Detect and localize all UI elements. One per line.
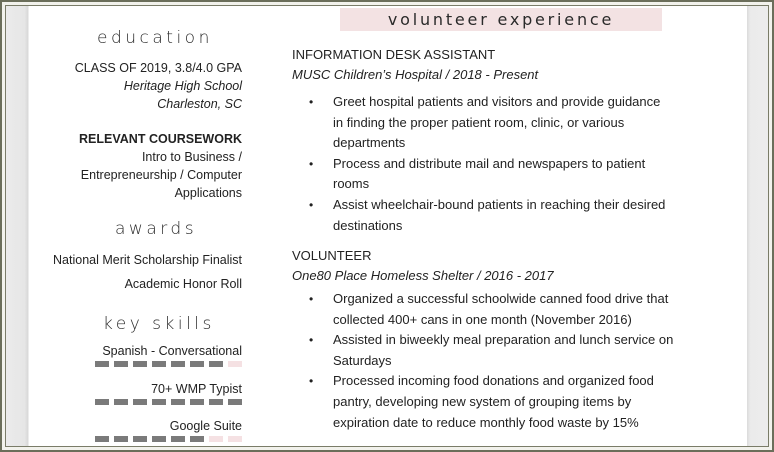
coursework-line: Intro to Business / bbox=[141, 150, 242, 164]
education-class-line: CLASS OF 2019, 3.8/4.0 GPA bbox=[74, 61, 242, 75]
resume-page bbox=[29, 6, 747, 446]
skill-label: Spanish - Conversational bbox=[102, 344, 242, 358]
volunteer-heading: volunteer experience bbox=[387, 10, 615, 29]
skill-segment-empty bbox=[209, 436, 223, 442]
bullet-line: destinations bbox=[333, 217, 403, 233]
skill-segment-filled bbox=[171, 399, 185, 405]
skill-level-bar bbox=[95, 361, 242, 367]
bullet-line: Process and distribute mail and newspapers to patient bbox=[333, 155, 646, 171]
bullet-item bbox=[287, 371, 673, 433]
skill-segment-filled bbox=[152, 361, 166, 367]
bullet-icon: • bbox=[309, 333, 314, 348]
bullet-line: pantry, developing new system of grouping items by bbox=[333, 393, 632, 409]
skill-label: Google Suite bbox=[169, 419, 242, 433]
skill-segment-filled bbox=[209, 361, 223, 367]
skill-segment-empty bbox=[228, 436, 242, 442]
skill-segment-filled bbox=[190, 436, 204, 442]
coursework-heading: RELEVANT COURSEWORK bbox=[79, 132, 242, 146]
education-school: Heritage High School bbox=[123, 79, 242, 93]
job-bullets bbox=[287, 289, 673, 433]
skills-heading: key skills bbox=[103, 314, 215, 334]
viewer-background bbox=[5, 5, 769, 447]
skill-label: 70+ WMP Typist bbox=[151, 382, 242, 396]
skill-segment-filled bbox=[114, 361, 128, 367]
award-item: Academic Honor Roll bbox=[124, 277, 242, 291]
bullet-item bbox=[287, 195, 665, 236]
coursework-line: Entrepreneurship / Computer bbox=[80, 168, 242, 182]
bullet-line: Saturdays bbox=[333, 352, 392, 368]
skill-segment-filled bbox=[228, 399, 242, 405]
skill-segment-filled bbox=[152, 399, 166, 405]
bullet-line: collected 400+ cans in one month (November 2016) bbox=[333, 311, 632, 327]
skill-segment-empty bbox=[228, 361, 242, 367]
bullet-line: Assist wheelchair-bound patients in reaching their desired bbox=[333, 196, 666, 212]
skill-segment-filled bbox=[114, 399, 128, 405]
skill-segment-filled bbox=[209, 399, 223, 405]
bullet-line: Assisted in biweekly meal preparation and lunch service on bbox=[333, 332, 674, 348]
bullet-icon: • bbox=[309, 374, 314, 389]
bullet-icon: • bbox=[309, 95, 314, 109]
skill-segment-filled bbox=[152, 436, 166, 442]
job-org: MUSC Children’s Hospital / 2018 - Present bbox=[292, 67, 539, 82]
skill-segment-filled bbox=[114, 436, 128, 442]
bullet-line: rooms bbox=[333, 176, 370, 192]
bullet-item bbox=[287, 154, 665, 195]
skill-segment-filled bbox=[95, 399, 109, 405]
bullet-item bbox=[287, 289, 673, 330]
education-heading: education bbox=[97, 28, 213, 48]
coursework-line: Applications bbox=[174, 186, 242, 200]
skill-segment-filled bbox=[171, 361, 185, 367]
skill-level-bar bbox=[95, 399, 242, 405]
skill-segment-filled bbox=[171, 436, 185, 442]
bullet-line: Greet hospital patients and visitors and provide guidance bbox=[333, 94, 661, 109]
bullet-line: Organized a successful schoolwide canned food drive that bbox=[333, 291, 669, 306]
right-margin bbox=[746, 6, 768, 446]
job-title: INFORMATION DESK ASSISTANT bbox=[292, 47, 496, 62]
job-org: One80 Place Homeless Shelter / 2016 - 2017 bbox=[292, 268, 554, 283]
education-location: Charleston, SC bbox=[157, 97, 242, 111]
skill-segment-filled bbox=[133, 436, 147, 442]
skill-segment-filled bbox=[133, 361, 147, 367]
skill-segment-filled bbox=[133, 399, 147, 405]
job-bullets bbox=[287, 92, 665, 236]
bullet-icon: • bbox=[309, 156, 314, 171]
bullet-line: in finding the proper patient room, clinic, or various bbox=[333, 114, 625, 130]
skill-segment-filled bbox=[190, 399, 204, 405]
bullet-item bbox=[287, 92, 665, 154]
bullet-icon: • bbox=[309, 292, 314, 306]
bullet-line: departments bbox=[333, 135, 406, 151]
bullet-line: Processed incoming food donations and organized food bbox=[333, 373, 654, 389]
skill-segment-filled bbox=[95, 436, 109, 442]
bullet-icon: • bbox=[309, 197, 314, 212]
skill-segment-filled bbox=[95, 361, 109, 367]
job-title: VOLUNTEER bbox=[292, 248, 372, 263]
bullet-item bbox=[287, 330, 673, 371]
skill-level-bar bbox=[95, 436, 242, 442]
awards-heading: awards bbox=[115, 219, 198, 239]
section-header-band bbox=[340, 8, 662, 31]
bullet-line: expiration date to reduce monthly food waste by 15% bbox=[333, 414, 639, 430]
left-margin bbox=[6, 6, 28, 446]
award-item: National Merit Scholarship Finalist bbox=[53, 253, 242, 267]
skill-segment-filled bbox=[190, 361, 204, 367]
